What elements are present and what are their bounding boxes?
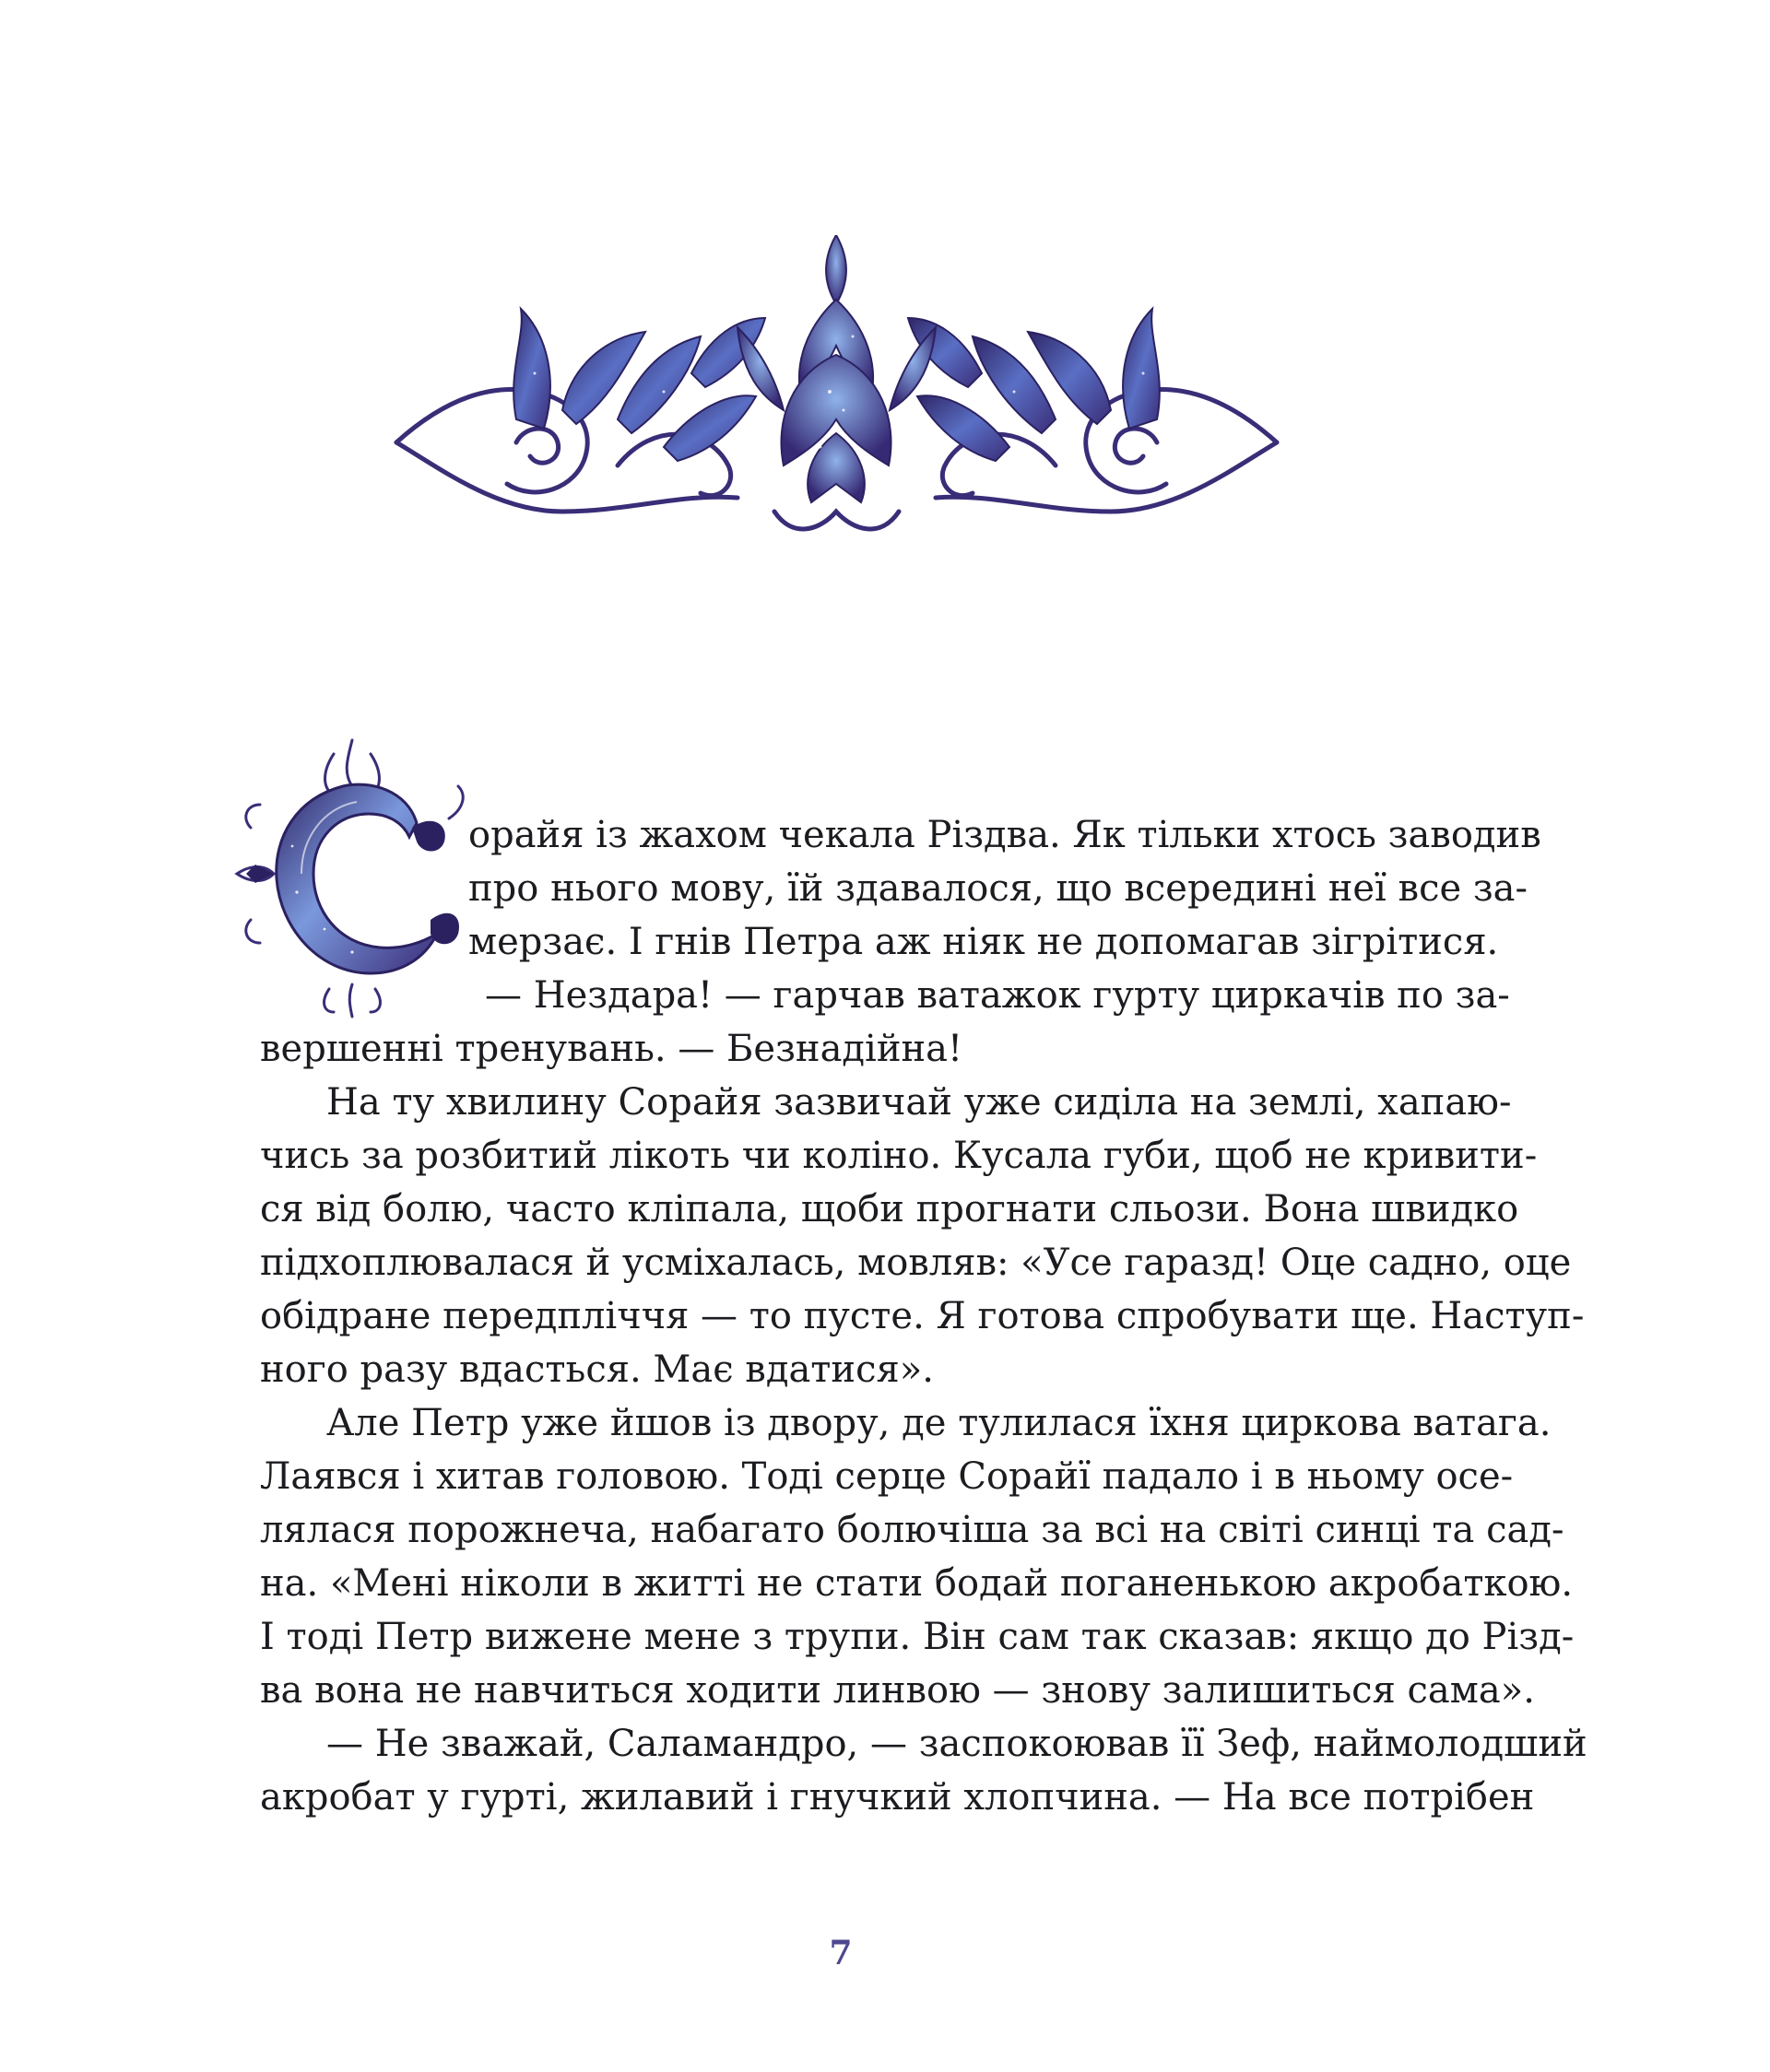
- text-line: — Нездара! — гарчав ватажок гурту циркачів по за-: [485, 974, 1510, 1017]
- text-line: ся від болю, часто кліпала, щоби прогнати сльози. Вона швидко: [260, 1188, 1519, 1230]
- text-line: Лаявся і хитав головою. Тоді серце Сорайї падало і в ньому осе-: [260, 1455, 1514, 1498]
- text-line: На ту хвилину Сорайя зазвичай уже сиділа на землі, хапаю-: [326, 1081, 1512, 1124]
- text-line: лялася порожнеча, набагато болючіша за всі на світі синці та сад-: [260, 1509, 1564, 1551]
- page-number: 7: [829, 1934, 853, 1972]
- text-line: ва вона не навчиться ходити линвою — знову залишиться сама».: [260, 1669, 1535, 1712]
- text-line: мерзає. І гнів Петра аж ніяк не допомагав зігрітися.: [468, 921, 1499, 963]
- text-line: на. «Мені ніколи в житті не стати бодай поганенькою акробаткою.: [260, 1562, 1574, 1605]
- text-line: Але Петр уже йшов із двору, де тулилася їхня циркова ватага.: [326, 1402, 1552, 1444]
- text-line: ного разу вдасться. Має вдатися».: [260, 1348, 934, 1391]
- text-line: акробат у гурті, жилавий і гнучкий хлопчина. — На все потрібен: [260, 1776, 1535, 1819]
- text-line: — Не зважай, Саламандро, — заспокоював її Зеф, наймолодший: [326, 1723, 1587, 1765]
- text-line: орайя із жахом чекала Різдва. Як тільки хтось заводив: [468, 814, 1541, 856]
- text-line: чись за розбитий лікоть чи коліно. Кусала губи, щоб не кривити-: [260, 1135, 1538, 1177]
- text-line: вершенні тренувань. — Безнадійна!: [260, 1028, 963, 1070]
- text-line: підхоплювалася й усміхалась, мовляв: «Усе гаразд! Оце садно, оце: [260, 1242, 1572, 1284]
- text-line: про нього мову, їй здавалося, що всередині неї все за-: [468, 867, 1528, 910]
- floral-headpiece-icon: [387, 235, 1286, 544]
- text-line: обідране передпліччя — то пусте. Я готова спробувати ще. Наступ-: [260, 1295, 1585, 1337]
- text-line: І тоді Петр вижене мене з трупи. Він сам так сказав: якщо до Різд-: [260, 1616, 1575, 1658]
